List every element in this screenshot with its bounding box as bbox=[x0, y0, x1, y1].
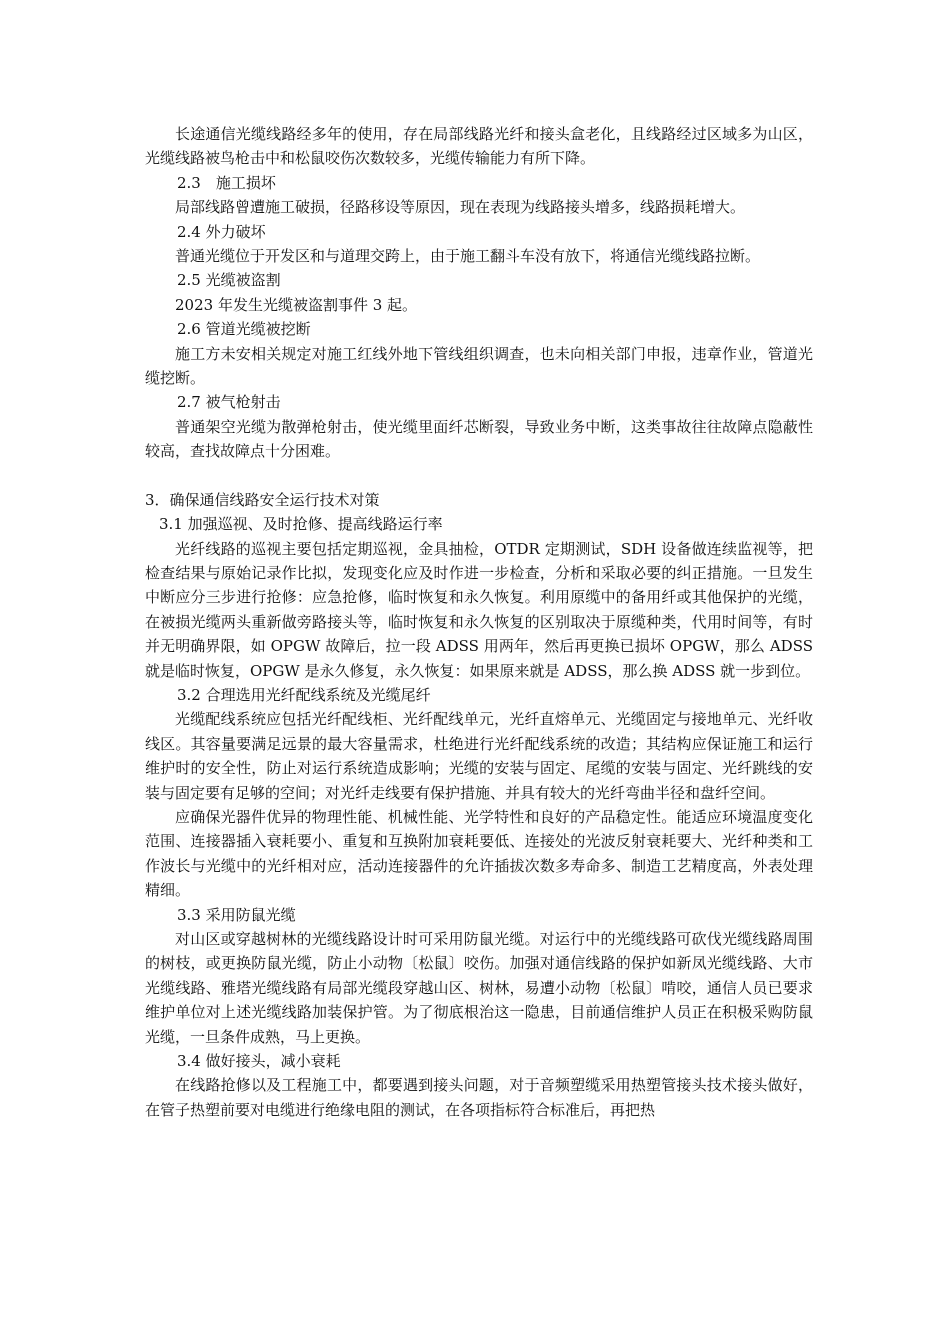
subsection-heading: 3.4 做好接头，减小衰耗 bbox=[177, 1052, 341, 1071]
paragraph: 长途通信光缆线路经多年的使用，存在局部线路光纤和接头盒老化，且线路经过区域多为山区，光缆线路被鸟枪击中和松鼠咬伤次数较多，光缆传输能力有所下降。 bbox=[145, 125, 813, 168]
paragraph: 普通架空光缆为散弹枪射击，使光缆里面纤芯断裂，导致业务中断，这类事故往往故障点隐蔽性较高，查找故障点十分困难。 bbox=[145, 417, 813, 461]
subsection-heading: 3.3 采用防鼠光缆 bbox=[177, 905, 296, 924]
subsection-heading: 3.2 合理选用光纤配线系统及光缆尾纤 bbox=[177, 685, 431, 704]
subsection-heading: 2.3 施工损坏 bbox=[177, 173, 276, 192]
paragraph: 光纤线路的巡视主要包括定期巡视，金具抽检，OTDR 定期测试，SDH 设备做连续监视等，把检查结果与原始记录作比拟，发现变化应及时作进一步检查，分析和采取必要的纠正措施。一旦发生中断应分三步进行抢修：应急抢修，临时恢复和永久恢复。利用原缆中的备用纤或其他保护的光缆，在被损光缆两头重新做旁路接头等，临时恢复和永久恢复的区别取决于原缆种类，代用时间等，有时并无明确界限，如 OPGW 故障后，拉一段 ADSS 用两年，然后再更换已损坏 OPGW，那么 ADSS 就是临时恢复，OPGW 是永久修复，永久恢复：如果原来就是 ADSS，那么换 ADSS 就一步到位。 bbox=[145, 539, 813, 680]
section-3-title: 3．确保通信线路安全运行技术对策 bbox=[145, 490, 380, 509]
document-page bbox=[145, 122, 813, 1122]
subsection-heading: 2.7 被气枪射击 bbox=[177, 393, 281, 412]
paragraph: 在线路抢修以及工程施工中，都要遇到接头问题，对于音频塑缆采用热塑管接头技术接头做好，在管子热塑前要对电缆进行绝缘电阻的测试，在各项指标符合标准后，再把热 bbox=[145, 1076, 813, 1119]
paragraph: 2023 年发生光缆被盗割事件 3 起。 bbox=[175, 295, 418, 314]
section-2-body bbox=[145, 122, 813, 464]
paragraph: 对山区或穿越树林的光缆线路设计时可采用防鼠光缆。对运行中的光缆线路可砍伐光缆线路周围的树枝，或更换防鼠光缆，防止小动物〔松鼠〕咬伤。加强对通信线路的保护如新凤光缆线路、大市光缆线路、雅塔光缆线路有局部光缆段穿越山区、树林，易遭小动物〔松鼠〕啃咬，通信人员已要求维护单位对上述光缆线路加装保护管。为了彻底根治这一隐患，目前通信维护人员正在积极采购防鼠光缆，一旦条件成熟，马上更换。 bbox=[145, 930, 813, 1046]
paragraph: 施工方未安相关规定对施工红线外地下管线组织调查，也未向相关部门申报，违章作业，管道光缆挖断。 bbox=[145, 344, 813, 388]
blank-line bbox=[145, 464, 813, 488]
subsection-heading: 3.1 加强巡视、及时抢修、提高线路运行率 bbox=[159, 515, 443, 534]
paragraph: 应确保光器件优异的物理性能、机械性能、光学特性和良好的产品稳定性。能适应环境温度变化范围、连接器插入衰耗要小、重复和互换附加衰耗要低、连接处的光波反射衰耗要大、光纤种类和工作波长与光缆中的光纤相对应，活动连接器件的允许插拔次数多寿命多、制造工艺精度高，外表处理精细。 bbox=[145, 807, 813, 900]
subsection-heading: 2.5 光缆被盗割 bbox=[177, 271, 281, 290]
subsection-heading: 2.6 管道光缆被挖断 bbox=[177, 320, 311, 339]
paragraph: 光缆配线系统应包括光纤配线柜、光纤配线单元，光纤直熔单元、光缆固定与接地单元、光纤收线区。其容量要满足远景的最大容量需求，杜绝进行光纤配线系统的改造；其结构应保证施工和运行维护时的安全性，防止对运行系统造成影响；光缆的安装与固定、尾缆的安装与固定、光纤跳线的安装与固定要有足够的空间；对光纤走线要有保护措施、并具有较大的光纤弯曲半径和盘纤空间。 bbox=[145, 710, 813, 802]
paragraph: 局部线路曾遭施工破损，径路移设等原因，现在表现为线路接头增多，线路损耗增大。 bbox=[175, 198, 746, 217]
subsection-heading: 2.4 外力破坏 bbox=[177, 222, 266, 241]
section-3-body bbox=[145, 512, 813, 1122]
paragraph: 普通光缆位于开发区和与道理交跨上，由于施工翻斗车没有放下，将通信光缆线路拉断。 bbox=[175, 247, 761, 266]
